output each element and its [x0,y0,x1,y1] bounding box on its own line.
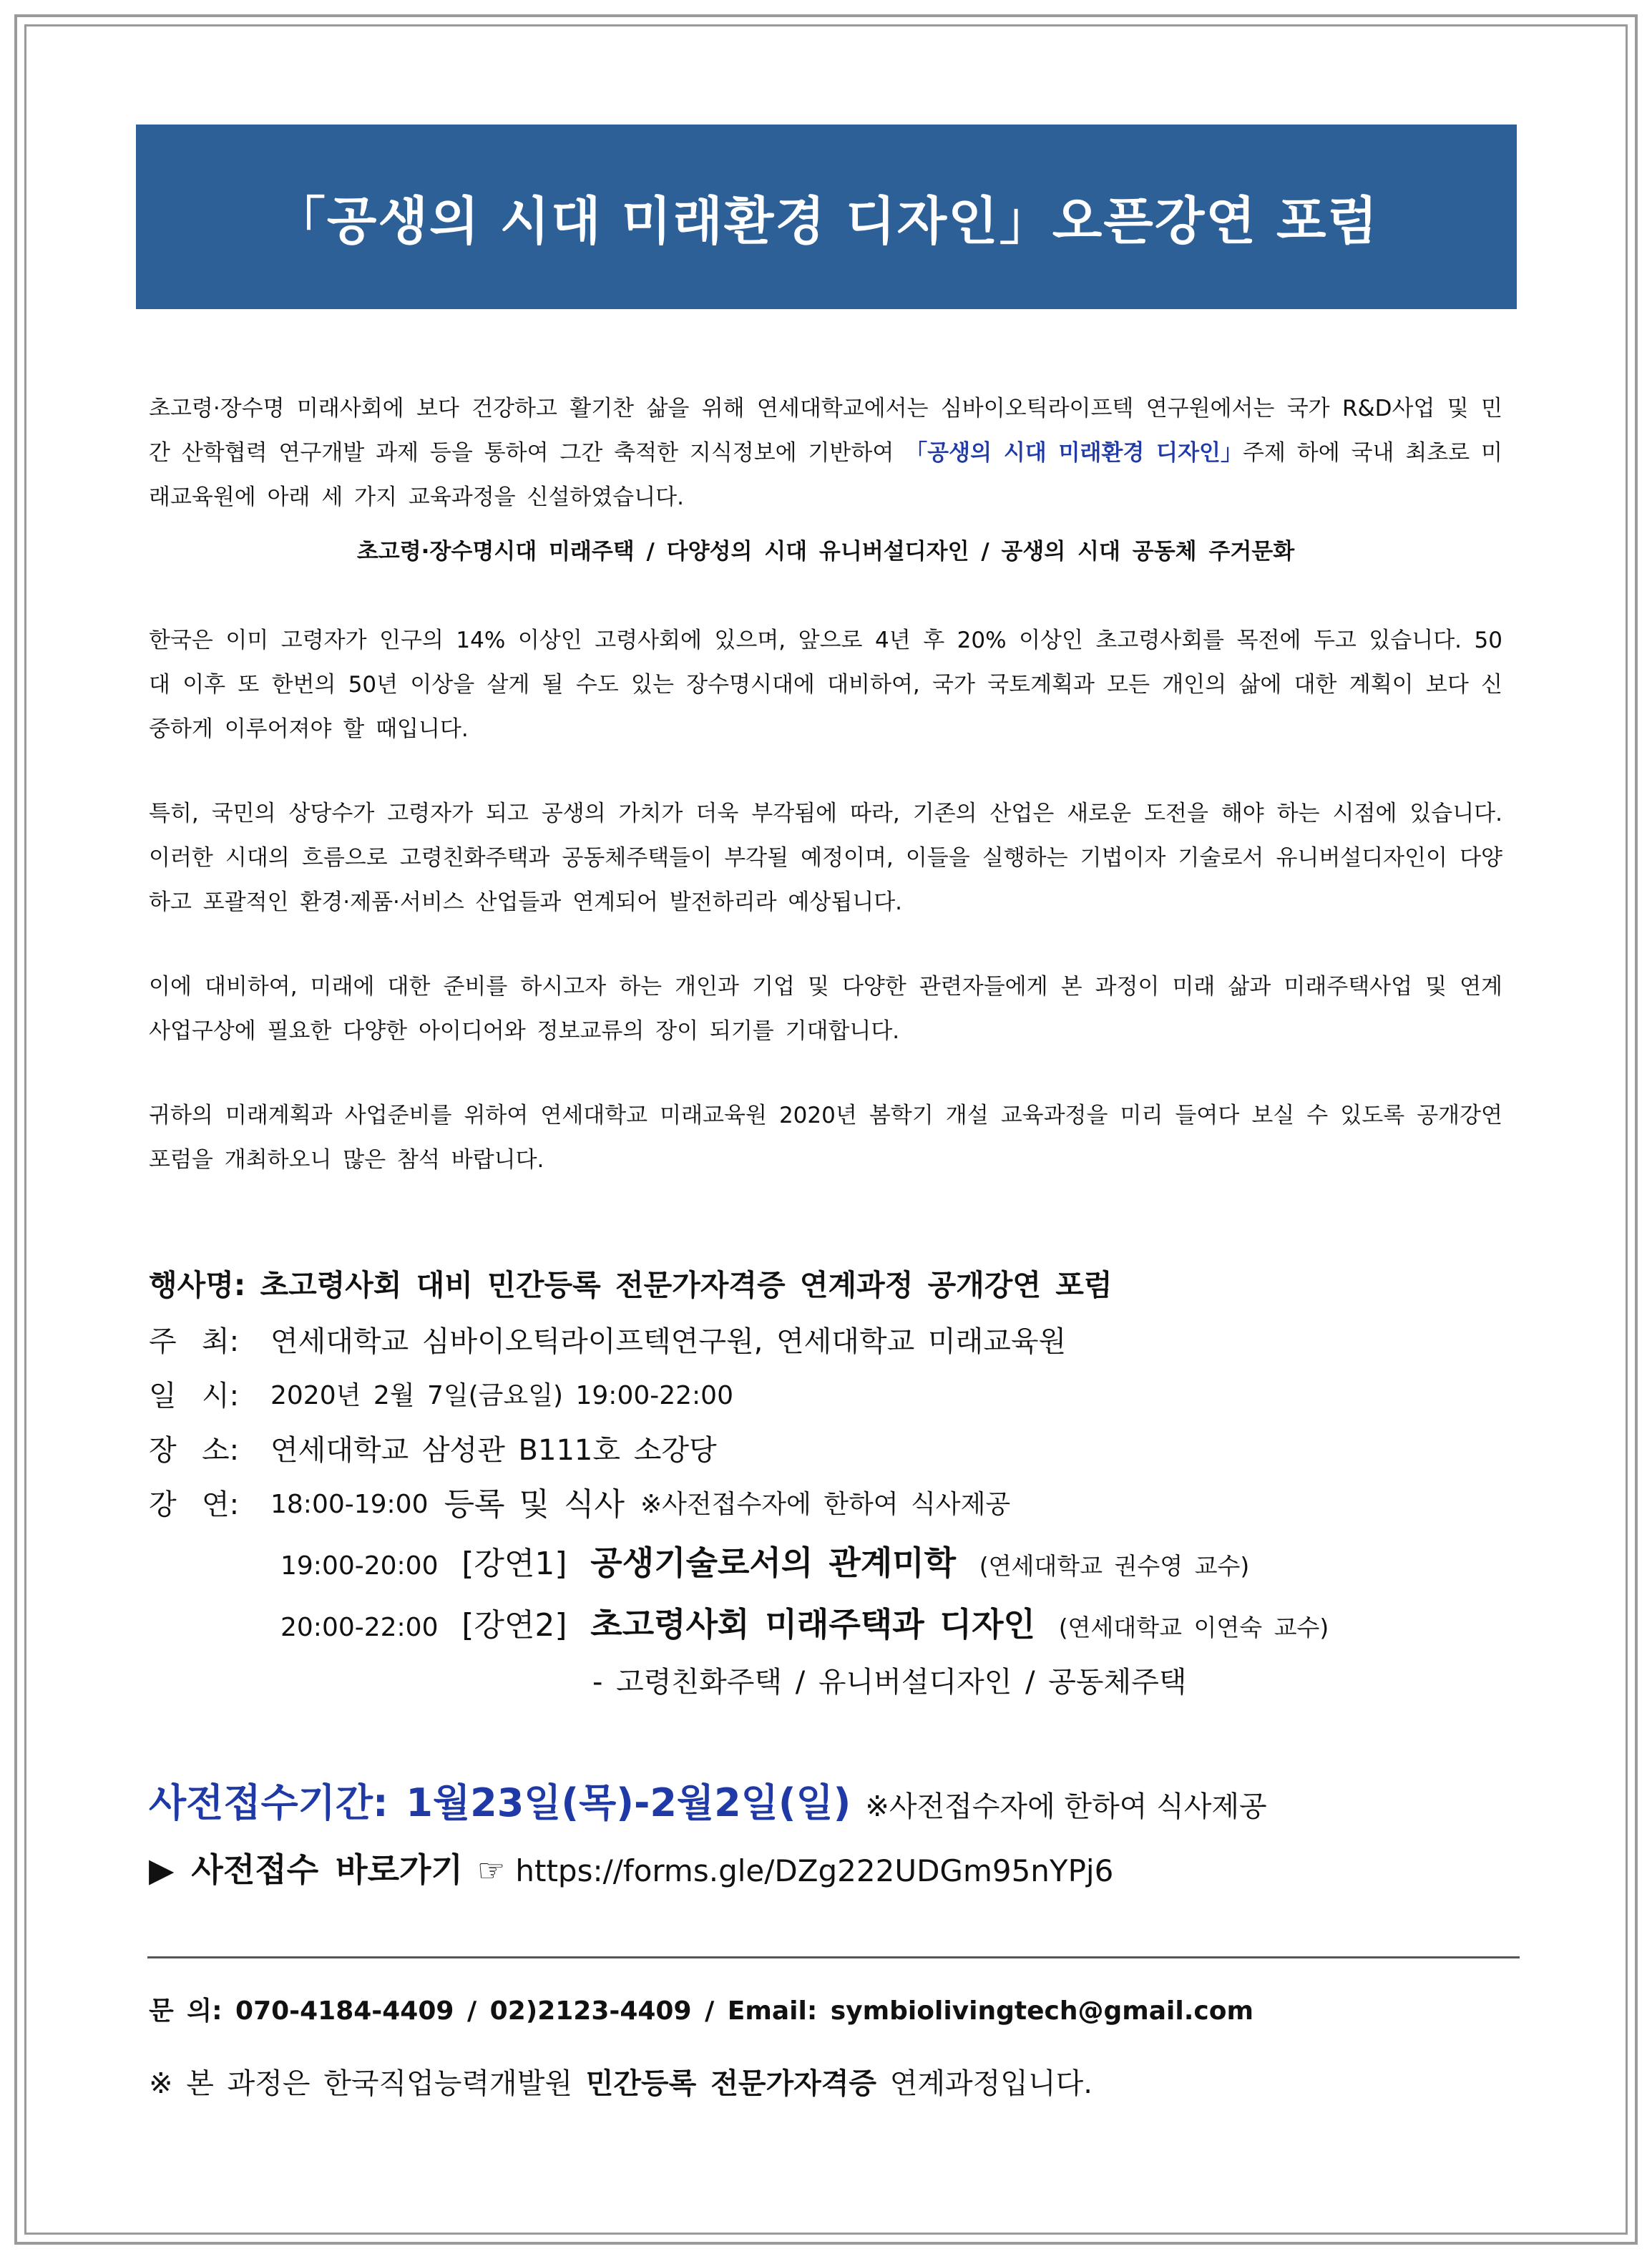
date-value: 2020년 2월 7일(금요일) 19:00-22:00 [270,1381,733,1410]
registration-time: 18:00-19:00 [270,1490,429,1519]
registration-period-text: 사전접수기간: 1월23일(목)-2월2일(일) [149,1780,851,1825]
date-label: 일 시: [149,1380,240,1413]
lecture-1-tag: [강연1] [461,1546,567,1582]
host-row [149,1314,1502,1369]
course-list: 초고령·장수명시대 미래주택 / 다양성의 시대 유니버설디자인 / 공생의 시대 공동체 주거문화 [356,539,1295,565]
footnote-bold: 민간등록 전문가자격증 [585,2067,877,2100]
lecture-2-time: 20:00-22:00 [280,1613,439,1642]
intro-text-1: 초고령·장수명 미래사회에 보다 건강하고 활기찬 삶을 위해 연세대학교에서는 심바이오틱라이프텍 연구원에서는 국가 R&D사업 및 민간 산학협력 연구개발 과제 등을 통하여 그간 축적한 지식정보에 기반하여 [149,396,1502,466]
event-details [149,1256,1502,1709]
lecture-topics: - 고령친화주택 / 유니버설디자인 / 공동체주택 [592,1666,1187,1699]
registration-note: ※사전접수자에 한하여 식사제공 [865,1790,1267,1823]
intro-highlight: 「공생의 시대 미래환경 디자인」 [905,440,1243,466]
lecture-label: 강 연: [149,1488,240,1521]
contact-info: 문 의: 070-4184-4409 / 02)2123-4409 / Email: symbiolivingtech@gmail.com [149,1996,1253,2026]
intro-paragraph [149,386,1502,519]
registration-link-label[interactable]: ▶ 사전접수 바로가기 [149,1850,463,1889]
registration-url[interactable]: https://forms.gle/DZg222UDGm95nYPj6 [515,1853,1114,1888]
lecture-2-name: 초고령사회 미래주택과 디자인 [590,1605,1035,1644]
intro-text-2: 주제 하에 국내 최초로 미래교육원에 아래 세 가지 교육과정을 신설하였습니다. [149,440,1502,510]
registration-meal: 등록 및 식사 [444,1486,625,1523]
registration-period [149,1769,1502,1838]
event-title: 행사명: 초고령사회 대비 민간등록 전문가자격증 연계과정 공개강연 포럼 [149,1268,1113,1302]
page-title: 「공생의 시대 미래환경 디자인」오픈강연 포럼 [273,191,1379,251]
lecture-1 [149,1532,1502,1594]
date-row [149,1369,1502,1423]
paragraph-2: 특히, 국민의 상당수가 고령자가 되고 공생의 가치가 더욱 부각됨에 따라, 기존의 산업은 새로운 도전을 해야 하는 시점에 있습니다. 이러한 시대의 흐름으로 고령친화주택과 공동체주택들이 부각될 예정이며, 이들을 실행하는 기법이자 기술로서 유니버설디자인이 다양하고 포괄적인 환경·제품·서비스 산업들과 연계되어 발전하리라 예상됩니다. [149,801,1502,915]
paragraph-4: 귀하의 미래계획과 사업준비를 위하여 연세대학교 미래교육원 2020년 봄학기 개설 교육과정을 미리 들여다 보실 수 있도록 공개강연 포럼을 개최하오니 많은 참석 바랍니다. [149,1103,1502,1173]
registration-section [149,1769,1502,1902]
title-banner [136,125,1517,309]
place-label: 장 소: [149,1434,240,1467]
lecture-1-prof: (연세대학교 권수영 교수) [979,1552,1250,1580]
lecture-2-tag: [강연2] [461,1607,567,1644]
place-value: 연세대학교 삼성관 B111호 소강당 [270,1434,717,1467]
lecture-2-prof: (연세대학교 이연숙 교수) [1058,1614,1329,1641]
footnote: ※ 본 과정은 한국직업능력개발원 민간등록 전문가자격증 연계과정입니다. [149,2067,1093,2100]
intro-section [149,386,1502,1222]
lecture-row [149,1478,1502,1532]
lecture-1-name: 공생기술로서의 관계미학 [590,1543,957,1582]
divider [147,1956,1520,1958]
lecture-2 [149,1594,1502,1655]
paragraph-1: 한국은 이미 고령자가 인구의 14% 이상인 고령사회에 있으며, 앞으로 4년 후 20% 이상인 초고령사회를 목전에 두고 있습니다. 50대 이후 또 한번의 50년 이상을 살게 될 수도 있는 장수명시대에 대비하여, 국가 국토계획과 모든 개인의 삶에 대한 계획이 보다 신중하게 이루어져야 할 때입니다. [149,628,1502,742]
host-label: 주 최: [149,1325,240,1358]
lecture-1-time: 19:00-20:00 [280,1551,439,1581]
registration-link-row[interactable] [149,1838,1502,1902]
host-value: 연세대학교 심바이오틱라이프텍연구원, 연세대학교 미래교육원 [270,1325,1067,1358]
paragraph-3: 이에 대비하여, 미래에 대한 준비를 하시고자 하는 개인과 기업 및 다양한 관련자들에게 본 과정이 미래 삶과 미래주택사업 및 연계 사업구상에 필요한 다양한 아이디어와 정보교류의 장이 되기를 기대합니다. [149,974,1502,1044]
registration-meal-note: ※사전접수자에 한하여 식사제공 [640,1490,1011,1519]
place-row [149,1423,1502,1478]
pointing-hand-icon: ☞ [476,1853,506,1889]
